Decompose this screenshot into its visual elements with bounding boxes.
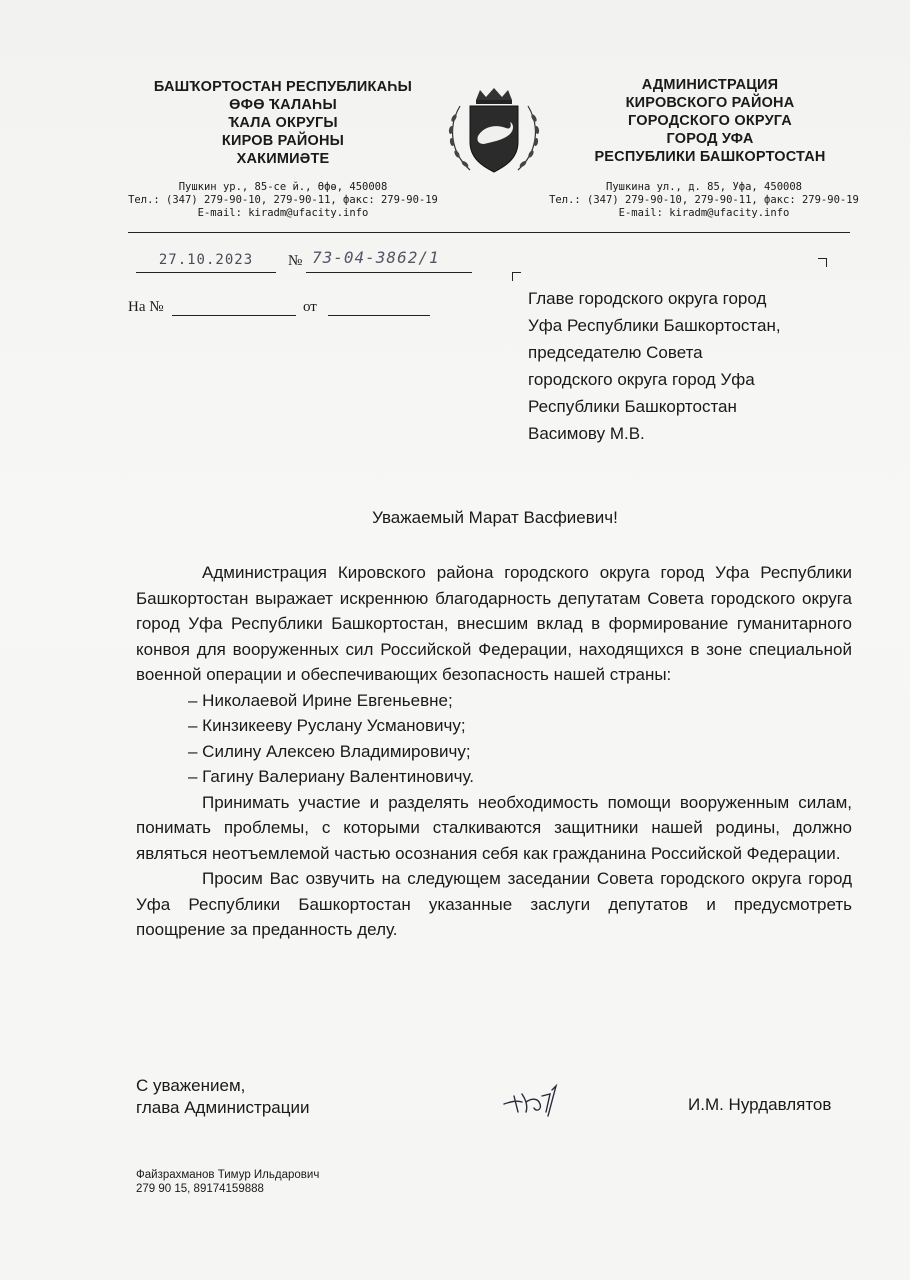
closing-phrase: С уважением, — [136, 1076, 246, 1095]
email-line: E-mail: kiradm@ufacity.info — [618, 207, 790, 219]
address-line: Пушкин ур., 85-се й., Өфө, 450008 — [178, 181, 388, 193]
addressee-corner-mark — [512, 272, 521, 281]
registration-row — [128, 248, 488, 274]
addressee-block — [528, 285, 848, 447]
number-label: № — [288, 253, 303, 269]
reference-number-label: На № — [128, 299, 164, 315]
signer-name: И.М. Нурдавлятов — [688, 1095, 832, 1114]
phone-line: Тел.: (347) 279-90-10, 279-90-11, факс: 279-90-19 — [128, 194, 438, 206]
deputy-list-item: – Гагину Валериану Валентиновичу. — [188, 767, 474, 786]
executor-block — [136, 1168, 319, 1196]
salutation: Уважаемый Марат Васфиевич! — [372, 508, 618, 527]
body-paragraph: Администрация Кировского района городского округа город Уфа Республики Башкортостан выражает искреннюю благодарность депутатам Совета городского округа город Уфа Республики Башкортостан, внесшим вклад в формирование гуманитарного конвоя для вооруженных сил Российской Федерации, находящихся в зоне специальной военной операции и обеспечивающих безопасность нашей страны: — [136, 563, 852, 684]
header-left-line: ХАКИМИӘТЕ — [236, 151, 330, 167]
addressee-line: Уфа Республики Башкортостан, — [528, 316, 781, 335]
header-right-line: ГОРОДСКОГО ОКРУГА — [628, 113, 792, 129]
executor-phones: 279 90 15, 89174159888 — [136, 1183, 264, 1195]
header-right-line: КИРОВСКОГО РАЙОНА — [625, 95, 795, 111]
reference-date-label: от — [303, 299, 317, 315]
deputy-list-item: – Кинзикееву Руслану Усмановичу; — [188, 716, 466, 735]
header-left-line: ҠАЛА ОКРУГЫ — [228, 115, 338, 131]
header-right-line: АДМИНИСТРАЦИЯ — [641, 77, 779, 93]
header-left-line: ӨФӨ ҠАЛАҺЫ — [229, 97, 337, 113]
contacts-right — [548, 181, 860, 220]
email-line: E-mail: kiradm@ufacity.info — [197, 207, 369, 219]
deputy-list-item: – Николаевой Ирине Евгеньевне; — [188, 690, 453, 710]
outgoing-date: 27.10.2023 — [136, 252, 276, 273]
header-left-block — [128, 78, 438, 168]
reference-number-blank — [172, 299, 296, 316]
closing-block — [136, 1075, 309, 1119]
letter-body — [136, 560, 852, 943]
body-paragraph: Просим Вас озвучить на следующем заседании Совета городского округа город Уфа Республики Башкортостан указанные заслуги депутатов и предусмотреть поощрение за преданность делу. — [136, 869, 852, 939]
header-right-line: РЕСПУБЛИКИ БАШКОРТОСТАН — [594, 149, 826, 165]
phone-line: Тел.: (347) 279-90-10, 279-90-11, факс: 279-90-19 — [549, 194, 859, 206]
contacts-left — [128, 181, 438, 220]
reference-date-blank — [328, 299, 430, 316]
signer-title: глава Администрации — [136, 1098, 310, 1117]
executor-name: Файзрахманов Тимур Ильдарович — [136, 1169, 320, 1181]
header-left-line: БАШҠОРТОСТАН РЕСПУБЛИКАҺЫ — [153, 79, 413, 95]
address-line: Пушкина ул., д. 85, Уфа, 450008 — [606, 181, 802, 193]
addressee-line: Республики Башкортостан — [528, 397, 737, 416]
header-divider — [128, 232, 850, 233]
addressee-line: городского округа город Уфа — [528, 370, 755, 389]
handwritten-signature — [500, 1082, 570, 1122]
header-left-line: КИРОВ РАЙОНЫ — [221, 133, 345, 149]
header-right-block — [560, 76, 860, 166]
addressee-line: Васимову М.В. — [528, 424, 645, 443]
body-paragraph: Принимать участие и разделять необходимость помощи вооруженным силам, понимать проблемы, с которыми сталкиваются защитники нашей родины, должно являться неотъемлемой частью осознания себя как гражданина Российской Федерации. — [136, 792, 852, 863]
reference-row — [128, 299, 438, 321]
addressee-line: Главе городского округа город — [528, 289, 767, 308]
addressee-line: председателю Совета — [528, 343, 703, 362]
header-right-line: ГОРОД УФА — [666, 131, 754, 147]
ufa-coat-of-arms-icon — [440, 86, 548, 182]
deputy-list-item: – Силину Алексею Владимировичу; — [188, 741, 471, 761]
addressee-corner-mark — [818, 258, 827, 267]
outgoing-number: 73-04-3862/1 — [306, 248, 472, 273]
